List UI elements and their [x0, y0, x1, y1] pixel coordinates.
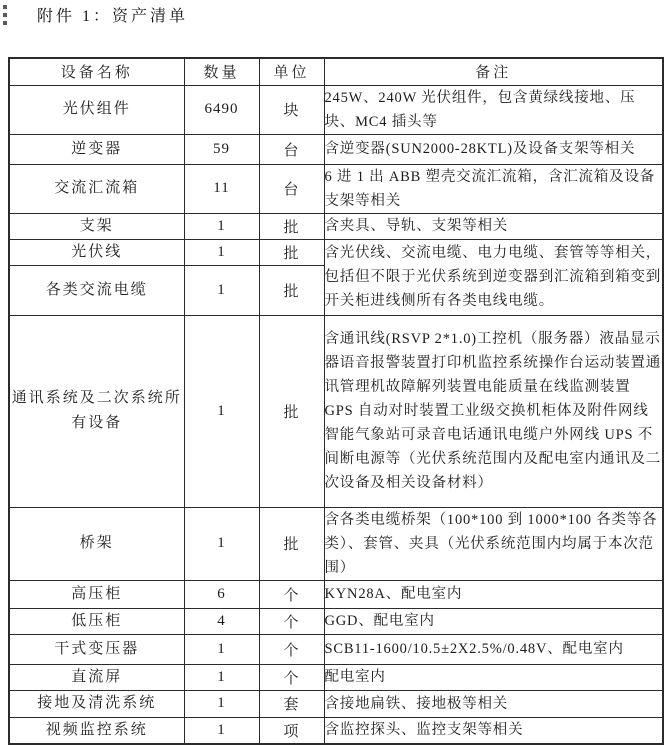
cell-unit: 块	[259, 85, 324, 134]
cell-remark: 含各类电缆桥架（100*100 到 1000*100 各类等各类）、套管、夹具（光伏系统范围内均属于本次范围）	[324, 507, 663, 580]
cell-unit: 台	[259, 134, 324, 164]
cell-quantity: 4	[184, 608, 259, 634]
asset-table	[8, 57, 664, 745]
table-row	[9, 634, 663, 664]
cell-device-name: 接地及清洗系统	[9, 690, 184, 717]
cell-quantity: 6	[184, 580, 259, 608]
cell-remark: SCB11-1600/10.5±2X2.5%/0.48V、配电室内	[324, 634, 663, 664]
cell-unit: 台	[259, 164, 324, 213]
cell-unit: 批	[259, 213, 324, 239]
cell-remark: 245W、240W 光伏组件，包含黄绿线接地、压块、MC4 插头等	[324, 85, 663, 134]
column-header-unit: 单位	[259, 58, 324, 85]
cell-device-name: 高压柜	[9, 580, 184, 608]
cell-remark: 6 进 1 出 ABB 塑壳交流汇流箱，含汇流箱及设备支架等相关	[324, 164, 663, 213]
cell-device-name: 逆变器	[9, 134, 184, 164]
table-row	[9, 164, 663, 213]
cell-remark: 含逆变器(SUN2000-28KTL)及设备支架等相关	[324, 134, 663, 164]
cell-quantity: 1	[184, 634, 259, 664]
table-header-row	[9, 58, 663, 85]
cell-quantity: 1	[184, 239, 259, 265]
cell-remark: GGD、配电室内	[324, 608, 663, 634]
cell-unit: 套	[259, 690, 324, 717]
cell-device-name: 干式变压器	[9, 634, 184, 664]
cell-remark-merged: 含光伏线、交流电缆、电力电缆、套管等等相关，包括但不限于光伏系统到逆变器到汇流箱到箱变到开关柜进线侧所有各类电线电缆。	[324, 239, 663, 315]
cell-unit: 批	[259, 315, 324, 507]
column-header-device-name: 设备名称	[9, 58, 184, 85]
cell-device-name: 直流屏	[9, 664, 184, 690]
cell-quantity: 6490	[184, 85, 259, 134]
cell-remark: 含通讯线(RSVP 2*1.0)工控机（服务器）液晶显示器语音报警装置打印机监控系统操作台运动装置通讯管理机故障解列装置电能质量在线监测装置 GPS 自动对时装置工业级交换机柜体及附件网线智能气象站可录音电话通讯电缆户外网线 UPS 不间断电源等（光伏系统范围内及配电室内通讯及二次设备及相关设备材料）	[324, 315, 663, 507]
cell-quantity: 11	[184, 164, 259, 213]
cell-quantity: 1	[184, 507, 259, 580]
table-row	[9, 664, 663, 690]
cell-quantity: 1	[184, 265, 259, 315]
cell-quantity: 1	[184, 664, 259, 690]
cell-device-name: 视频监控系统	[9, 717, 184, 744]
cell-unit: 个	[259, 580, 324, 608]
table-row	[9, 134, 663, 164]
page-title: 附件 1：资产清单	[37, 8, 189, 25]
cell-device-name: 交流汇流箱	[9, 164, 184, 213]
cell-remark: KYN28A、配电室内	[324, 580, 663, 608]
column-header-remark: 备注	[324, 58, 663, 85]
cell-device-name: 低压柜	[9, 608, 184, 634]
cell-quantity: 59	[184, 134, 259, 164]
cell-quantity: 1	[184, 315, 259, 507]
cell-device-name: 桥架	[9, 507, 184, 580]
table-row	[9, 717, 663, 744]
cell-quantity: 1	[184, 717, 259, 744]
cell-unit: 项	[259, 717, 324, 744]
cell-remark: 配电室内	[324, 664, 663, 690]
cell-unit: 个	[259, 634, 324, 664]
cell-device-name: 支架	[9, 213, 184, 239]
cell-remark: 含监控探头、监控支架等相关	[324, 717, 663, 744]
table-row	[9, 580, 663, 608]
table-row	[9, 213, 663, 239]
table-row	[9, 85, 663, 134]
cell-device-name: 通讯系统及二次系统所有设备	[9, 315, 184, 507]
cell-device-name: 光伏组件	[9, 85, 184, 134]
cell-unit: 个	[259, 608, 324, 634]
cell-quantity: 1	[184, 690, 259, 717]
cell-unit: 个	[259, 664, 324, 690]
table-row	[9, 507, 663, 580]
paragraph-anchor-dots-icon	[3, 5, 7, 25]
cell-device-name: 各类交流电缆	[9, 265, 184, 315]
cell-unit: 批	[259, 507, 324, 580]
cell-quantity: 1	[184, 213, 259, 239]
cell-unit: 批	[259, 265, 324, 315]
cell-remark: 含接地扁铁、接地极等相关	[324, 690, 663, 717]
table-row	[9, 315, 663, 507]
cell-unit: 批	[259, 239, 324, 265]
cell-remark: 含夹具、导轨、支架等相关	[324, 213, 663, 239]
table-row	[9, 608, 663, 634]
column-header-quantity: 数量	[184, 58, 259, 85]
table-row	[9, 690, 663, 717]
table-row	[9, 239, 663, 265]
cell-device-name: 光伏线	[9, 239, 184, 265]
